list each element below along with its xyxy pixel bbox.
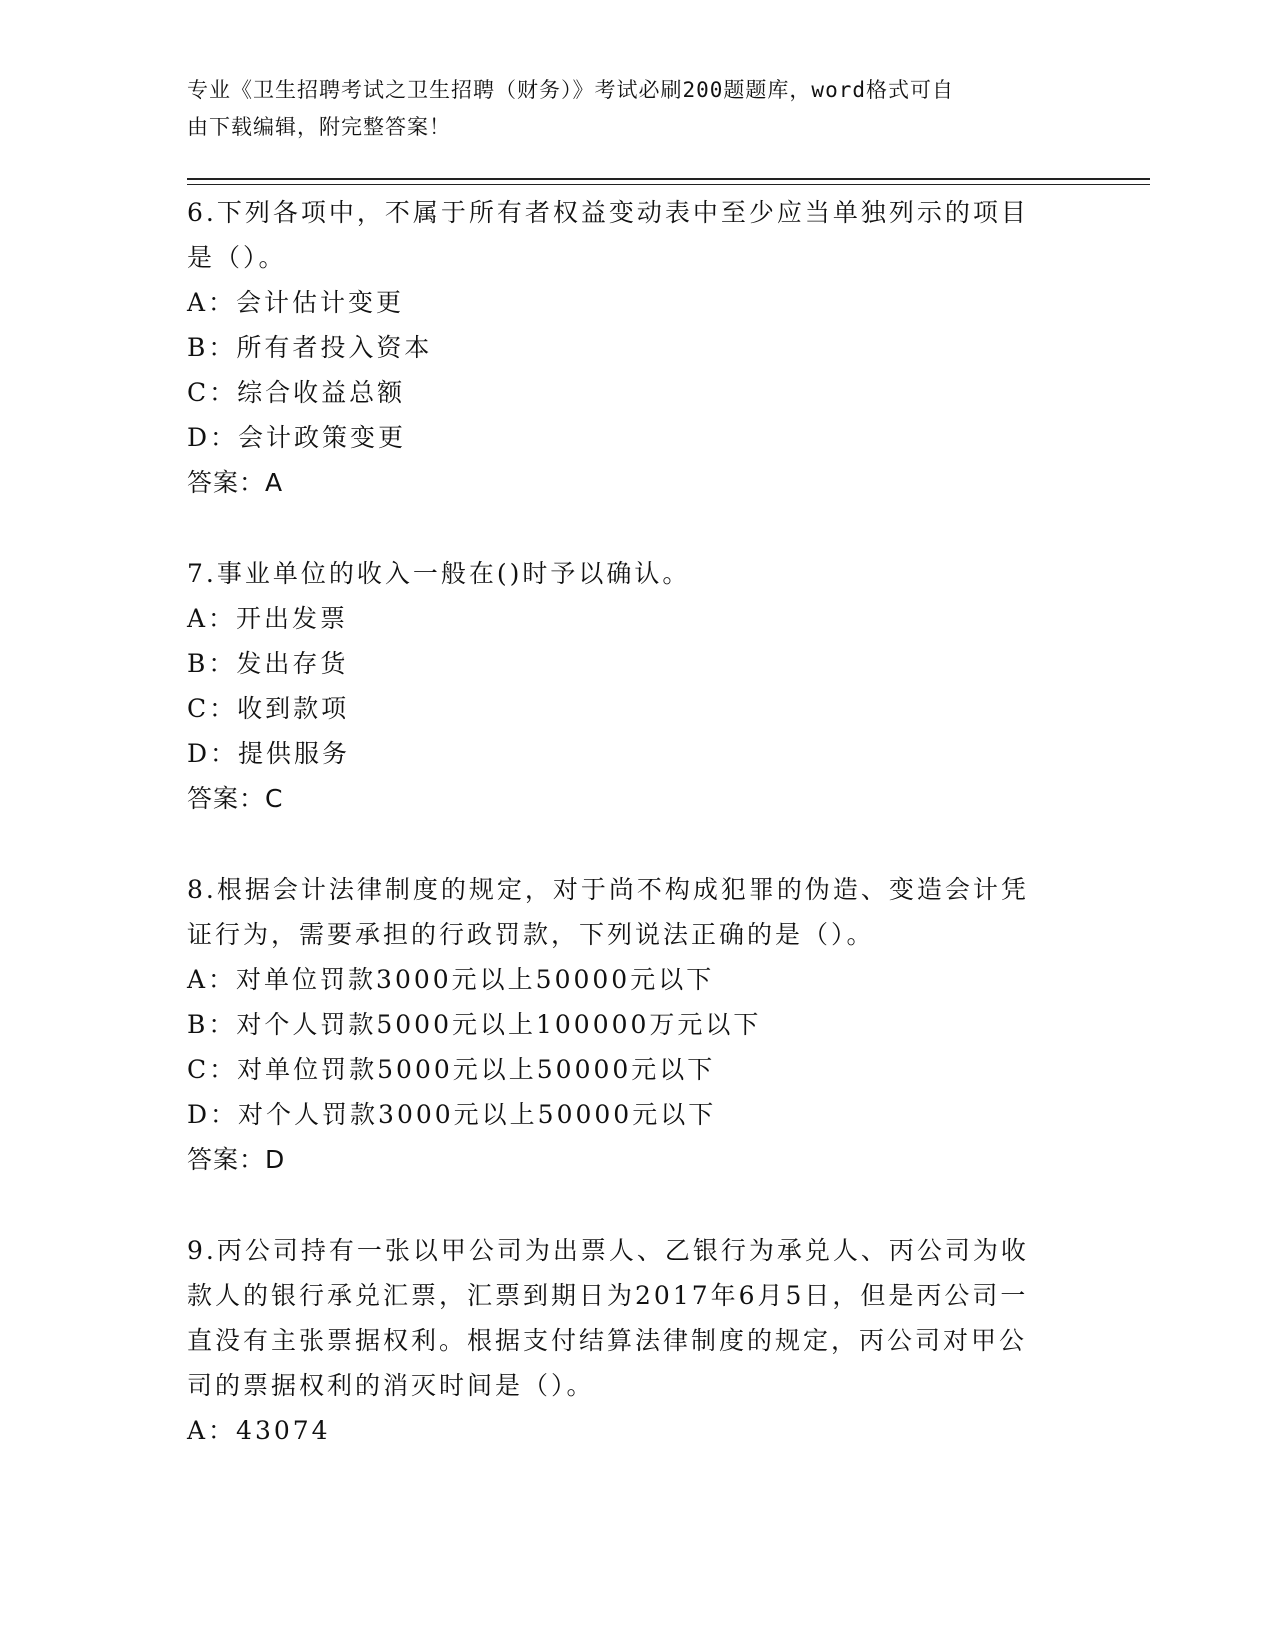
- option-b: B：对个人罚款5000元以上100000万元以下: [187, 1010, 762, 1039]
- question-text-line: 直没有主张票据权利。根据支付结算法律制度的规定，丙公司对甲公: [187, 1326, 1028, 1355]
- answer: 答案：C: [187, 784, 284, 813]
- question-text-line: 7.事业单位的收入一般在()时予以确认。: [187, 559, 691, 588]
- header-divider-thick: [187, 178, 1150, 180]
- question-7: [187, 551, 1087, 821]
- header-line-1: 专业《卫生招聘考试之卫生招聘（财务）》考试必刷200题题库，word格式可自: [187, 78, 954, 102]
- option-c: C：收到款项: [187, 694, 350, 723]
- question-text-line: 证行为，需要承担的行政罚款，下列说法正确的是（）。: [187, 920, 875, 949]
- option-c: C：对单位罚款5000元以上50000元以下: [187, 1055, 716, 1084]
- option-a: A：对单位罚款3000元以上50000元以下: [187, 965, 715, 994]
- header-divider-thin: [187, 184, 1150, 185]
- document-header: [187, 72, 1067, 146]
- question-9: [187, 1228, 1087, 1453]
- option-a: A：43074: [187, 1416, 331, 1445]
- option-a: A：会计估计变更: [187, 288, 405, 317]
- header-line-2: 由下载编辑，附完整答案！: [187, 115, 451, 139]
- option-b: B：发出存货: [187, 649, 349, 678]
- question-text-line: 6.下列各项中，不属于所有者权益变动表中至少应当单独列示的项目: [187, 198, 1029, 227]
- option-a: A：开出发票: [187, 604, 349, 633]
- option-c: C：综合收益总额: [187, 378, 406, 407]
- answer: 答案：A: [187, 468, 284, 497]
- option-b: B：所有者投入资本: [187, 333, 433, 362]
- question-text-line: 司的票据权利的消灭时间是（）。: [187, 1371, 595, 1400]
- question-text-line: 是（）。: [187, 243, 287, 272]
- question-text-line: 8.根据会计法律制度的规定，对于尚不构成犯罪的伪造、变造会计凭: [187, 875, 1029, 904]
- answer: 答案：D: [187, 1145, 286, 1174]
- question-text-line: 款人的银行承兑汇票，汇票到期日为2017年6月5日，但是丙公司一: [187, 1281, 1029, 1310]
- option-d: D：会计政策变更: [187, 423, 407, 452]
- option-d: D：提供服务: [187, 739, 351, 768]
- option-d: D：对个人罚款3000元以上50000元以下: [187, 1100, 717, 1129]
- question-8: [187, 867, 1087, 1182]
- question-text-line: 9.丙公司持有一张以甲公司为出票人、乙银行为承兑人、丙公司为收: [187, 1236, 1029, 1265]
- question-6: [187, 190, 1087, 505]
- question-list: [187, 190, 1087, 1499]
